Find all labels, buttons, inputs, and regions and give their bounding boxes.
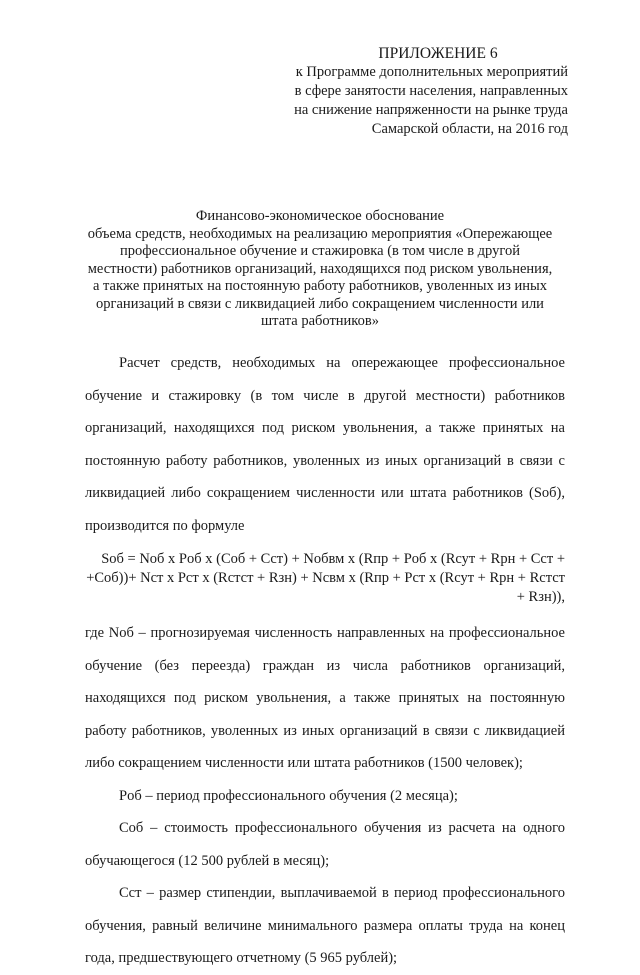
appendix-line: к Программе дополнительных мероприятий bbox=[295, 64, 568, 80]
formula bbox=[85, 542, 565, 617]
title-line: организаций в связи с ликвидацией либо сокращением численности или bbox=[96, 295, 544, 312]
definition-c-ob: Cоб – стоимость профессионального обучения из расчета на одного обучающегося (12 500 рублей в месяц); bbox=[85, 820, 565, 869]
title-line: Финансово-экономическое обоснование bbox=[195, 208, 445, 224]
intro-paragraph: Расчет средств, необходимых на опережающее профессиональное обучение и стажировку (в том числе в другой местности) работников организаций, находящихся под риском увольнения, а также принятых на постоянную работу работников, уволенных из иных организаций в связи с ликвидацией либо сокращением численности или штата работников (Sоб), производится по формуле bbox=[85, 355, 565, 534]
document-body bbox=[85, 347, 565, 975]
appendix-line: на снижение напряженности на рынке труда bbox=[294, 102, 568, 118]
definition-p-ob: Pоб – период профессионального обучения (2 месяца); bbox=[119, 787, 458, 804]
title-line: профессиональное обучение и стажировка (в том числе в другой bbox=[120, 243, 520, 259]
title-line: штата работников» bbox=[261, 313, 379, 329]
appendix-line: в сфере занятости населения, направленных bbox=[294, 83, 568, 99]
definition-n-ob: где Nоб – прогнозируемая численность направленных на профессиональное обучение (без переезда) граждан из числа работников организаций, находящихся под риском увольнения, а также принятых на постоянную работу работников, уволенных из иных организаций в связи с ликвидацией либо сокращением численности или штата работников (1500 человек); bbox=[85, 625, 565, 771]
appendix-label: ПРИЛОЖЕНИЕ 6 bbox=[378, 45, 498, 62]
appendix-header bbox=[268, 44, 568, 139]
definitions bbox=[85, 617, 565, 975]
title-line: а также принятых на постоянную работу работников, уволенных из иных bbox=[92, 278, 547, 294]
document-title bbox=[70, 208, 570, 331]
definition-c-st: Cст – размер стипендии, выплачиваемой в период профессионального обучения, равный величине минимального размера оплаты труда на конец года, предшествующего отчетному (5 965 рублей); bbox=[85, 885, 565, 966]
title-line: местности) работников организаций, находящихся под риском увольнения, bbox=[87, 260, 553, 277]
appendix-line: Самарской области, на 2016 год bbox=[371, 121, 568, 137]
formula-line-2: +Cоб))+ Nст х Pст х (Rстст + Rзн) + Nсвм х (Rпр + Pст х (Rсут + Rрн + Rстст + Rзн)), bbox=[86, 570, 565, 605]
formula-line-1: Sоб = Nоб х Pоб х (Cоб + Cст) + Nобвм х (Rпр + Pоб х (Rсут + Rрн + Cст + bbox=[101, 551, 565, 567]
title-line: объема средств, необходимых на реализацию мероприятия «Опережающее bbox=[87, 225, 553, 242]
